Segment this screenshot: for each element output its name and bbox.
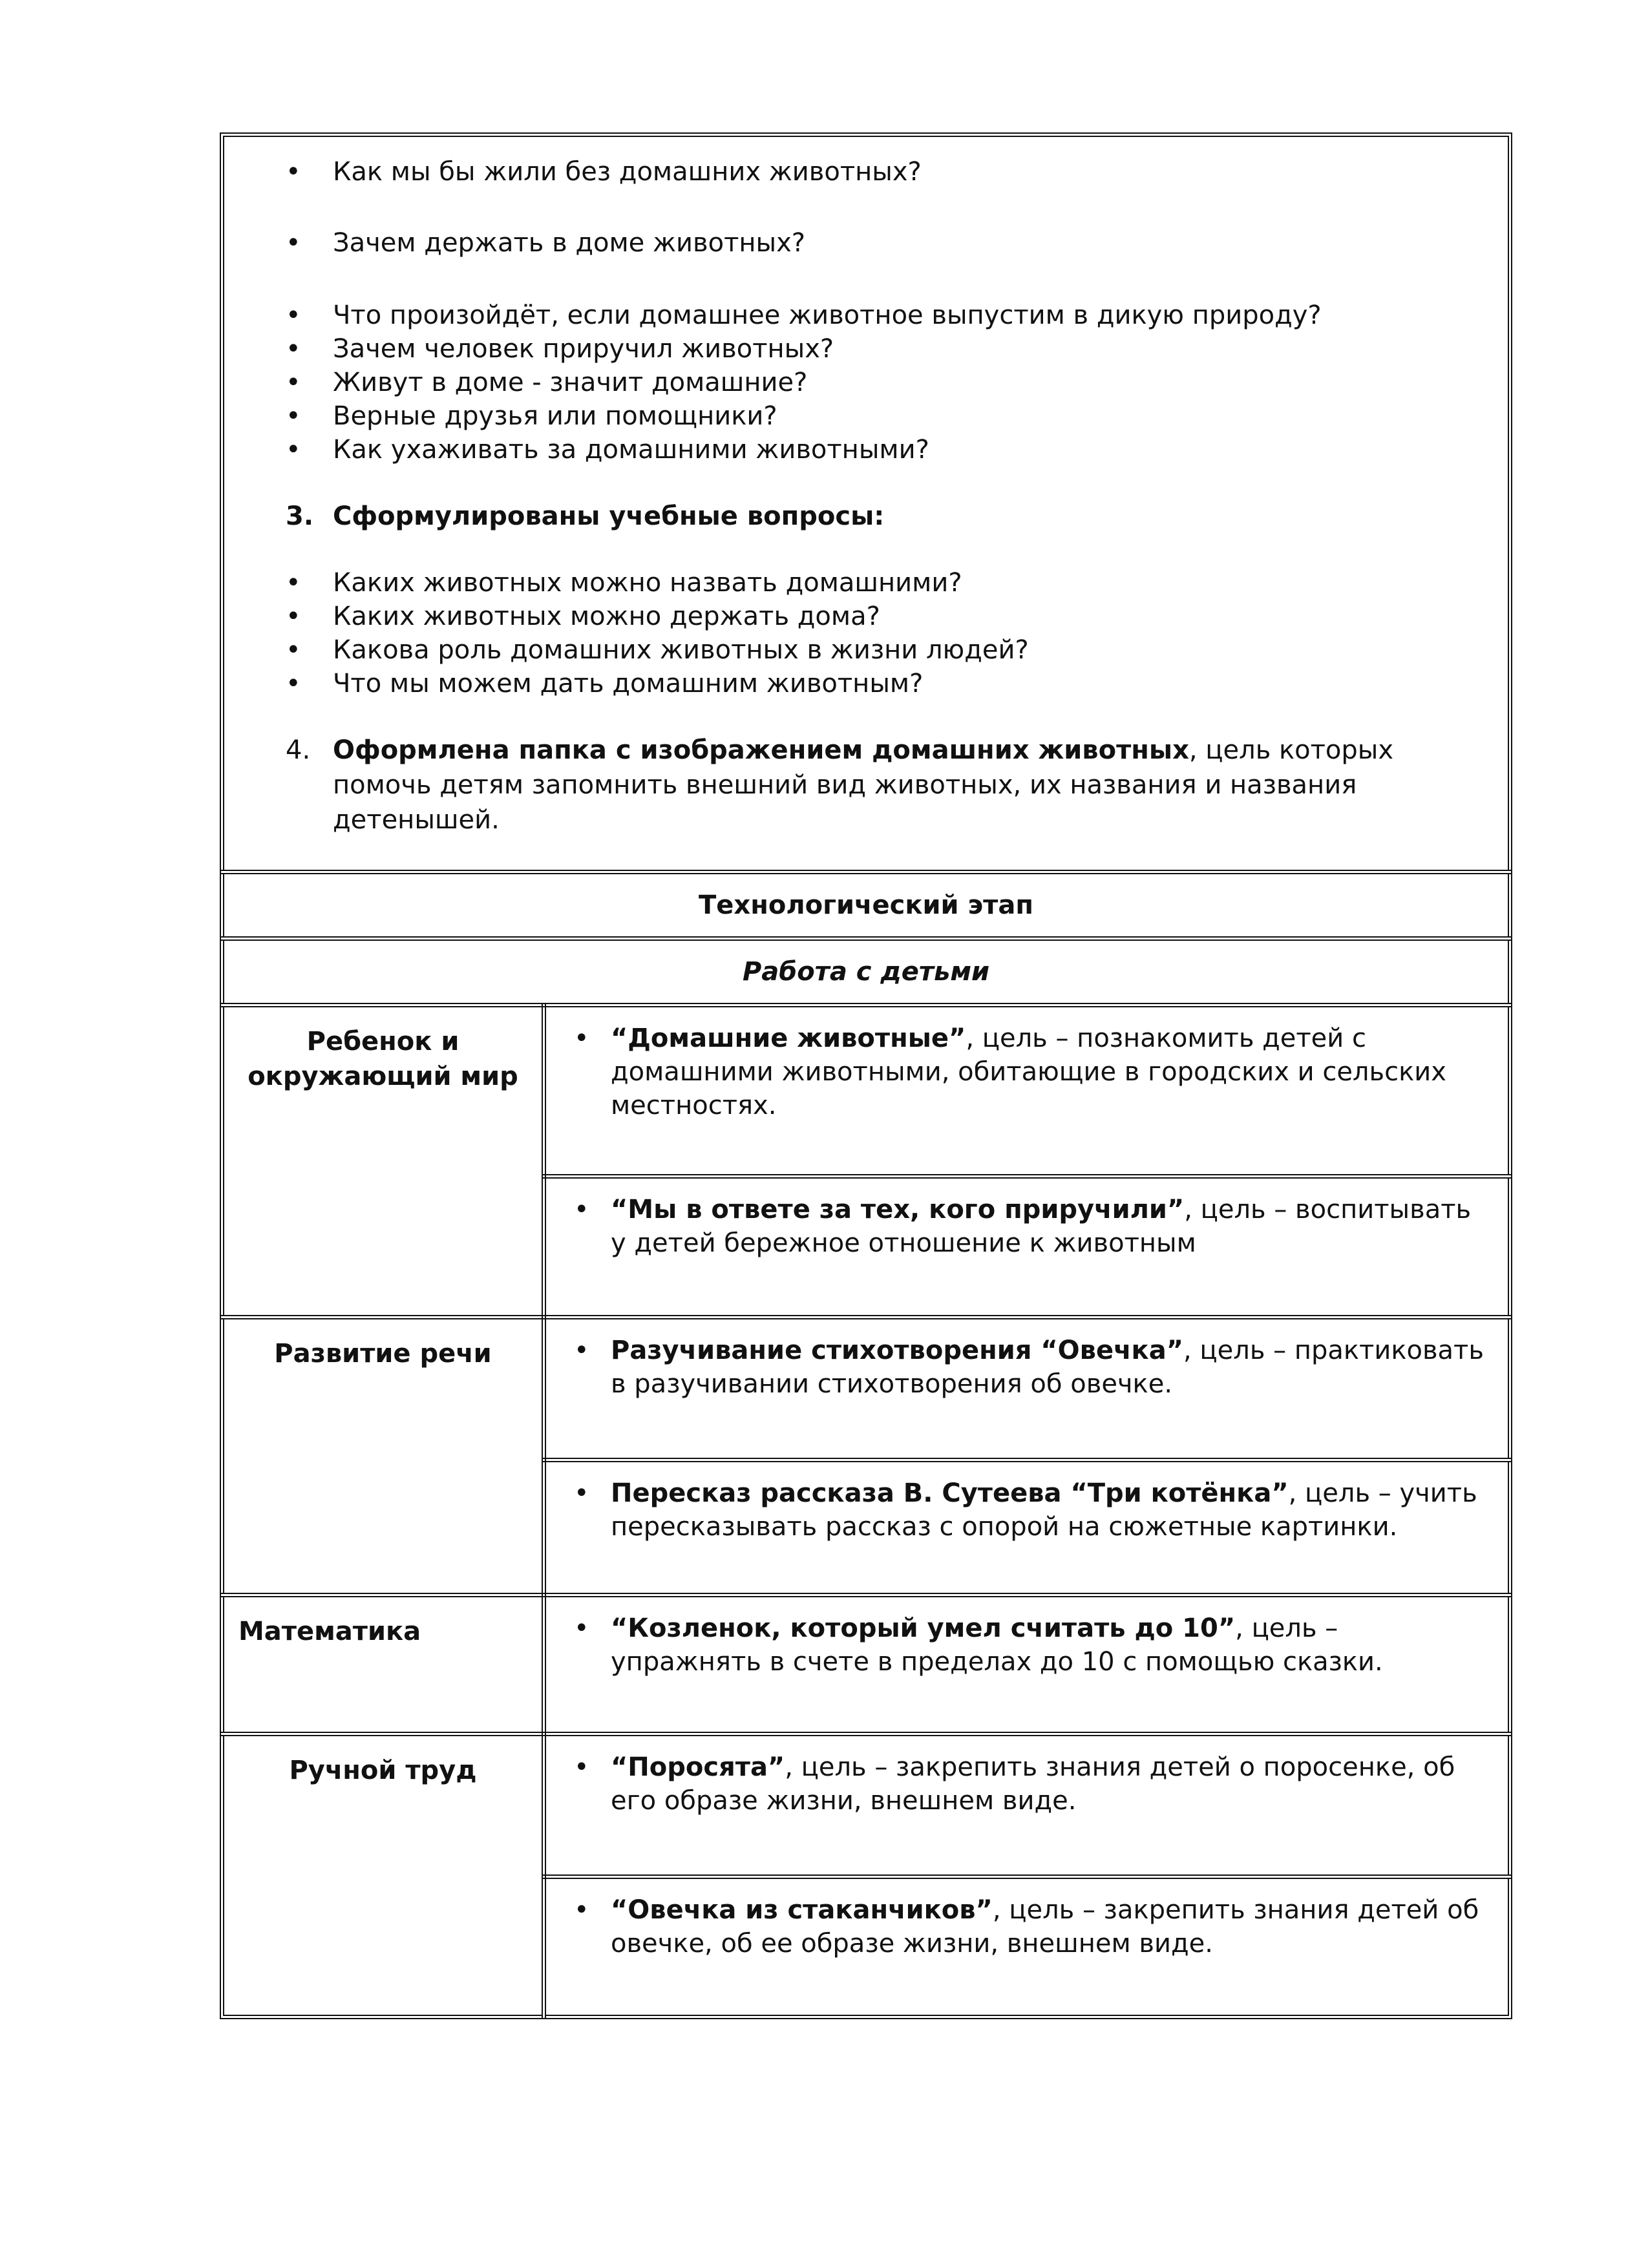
activity-goal: , цель – практиковать в разучивании стихотворения об овечке. bbox=[611, 1336, 1484, 1399]
stage-title: Технологический этап bbox=[220, 870, 1512, 941]
list-item: • Какова роль домашних животных в жизни людей? bbox=[286, 633, 1482, 667]
activities-cell bbox=[542, 1593, 1512, 1736]
list-item: • Что произойдёт, если домашнее животное выпустим в дикую природу? bbox=[286, 299, 1482, 332]
bullet-icon: • bbox=[574, 1195, 589, 1224]
study-questions-list bbox=[286, 566, 1482, 700]
list-item: • Каких животных можно назвать домашними? bbox=[286, 566, 1482, 600]
subject-cell: Математика bbox=[220, 1593, 546, 1736]
activity-item bbox=[542, 1874, 1512, 2019]
item-number: 3. bbox=[286, 501, 314, 531]
subject-cell: Ребенок и окружающий мир bbox=[220, 1003, 546, 1319]
activity-title: Пересказ рассказа В. Сутеева “Три котёнка” bbox=[611, 1478, 1289, 1508]
intro-section bbox=[220, 132, 1512, 874]
table-row bbox=[220, 1315, 1512, 1597]
bullet-icon: • bbox=[574, 1895, 589, 1925]
activity-item bbox=[542, 1174, 1512, 1319]
bullet-icon: • bbox=[574, 1752, 589, 1782]
item-title: Сформулированы учебные вопросы: bbox=[333, 501, 885, 531]
table-row bbox=[220, 1003, 1512, 1319]
activity-goal: , цель – познакомить детей с домашними животными, обитающие в городских и сельских местностях. bbox=[611, 1024, 1446, 1120]
activity-goal: , цель – учить пересказывать рассказ с опорой на сюжетные картинки. bbox=[611, 1478, 1477, 1542]
item-rest-text: , цель которых помочь детям запомнить внешний вид животных, их названия и названия детенышей. bbox=[333, 735, 1394, 835]
list-item: • Что мы можем дать домашним животным? bbox=[286, 667, 1482, 700]
item-bold-text: Оформлена папка с изображением домашних животных bbox=[333, 735, 1189, 765]
table-row bbox=[220, 1593, 1512, 1736]
activity-goal: , цель – закрепить знания детей об овечке, об ее образе жизни, внешнем виде. bbox=[611, 1895, 1479, 1958]
stage-subtitle: Работа с детьми bbox=[220, 936, 1512, 1007]
problem-questions-list-more bbox=[286, 299, 1482, 467]
activity-goal: , цель – упражнять в счете в пределах до 10 с помощью сказки. bbox=[611, 1613, 1383, 1677]
problem-questions-list bbox=[286, 155, 1482, 260]
activity-item bbox=[542, 1315, 1512, 1462]
list-item: • Верные друзья или помощники? bbox=[286, 399, 1482, 433]
bullet-icon: • bbox=[574, 1478, 589, 1508]
activity-goal: , цель – закрепить знания детей о поросенке, об его образе жизни, внешнем виде. bbox=[611, 1752, 1455, 1816]
item-number: 4. bbox=[286, 735, 311, 765]
activity-item bbox=[542, 1732, 1512, 1879]
activity-title: “Мы в ответе за тех, кого приручили” bbox=[611, 1195, 1185, 1224]
item-3-heading bbox=[286, 499, 1482, 534]
activity-item bbox=[542, 1458, 1512, 1597]
document-page bbox=[220, 132, 1512, 2019]
activities-cell bbox=[542, 1315, 1512, 1597]
activity-item bbox=[542, 1003, 1512, 1179]
activity-title: “Домашние животные” bbox=[611, 1024, 966, 1053]
bullet-icon: • bbox=[574, 1024, 589, 1053]
activity-title: Разучивание стихотворения “Овечка” bbox=[611, 1336, 1183, 1365]
activity-title: “Поросята” bbox=[611, 1752, 785, 1782]
activity-title: “Овечка из стаканчиков” bbox=[611, 1895, 993, 1925]
activity-title: “Козленок, который умел считать до 10” bbox=[611, 1613, 1236, 1643]
list-item: • Зачем держать в доме животных? bbox=[286, 226, 1482, 260]
table-row bbox=[220, 1732, 1512, 2019]
activity-item bbox=[542, 1593, 1512, 1736]
subject-cell: Развитие речи bbox=[220, 1315, 546, 1597]
list-item: • Живут в доме - значит домашние? bbox=[286, 366, 1482, 399]
item-4-paragraph bbox=[286, 733, 1482, 837]
list-item: • Как мы бы жили без домашних животных? bbox=[286, 155, 1482, 189]
bullet-icon: • bbox=[574, 1613, 589, 1643]
bullet-icon: • bbox=[574, 1336, 589, 1365]
activity-goal: , цель – воспитывать у детей бережное отношение к животным bbox=[611, 1195, 1472, 1258]
list-item: • Зачем человек приручил животных? bbox=[286, 332, 1482, 366]
list-item: • Как ухаживать за домашними животными? bbox=[286, 433, 1482, 467]
activities-cell bbox=[542, 1732, 1512, 2019]
subject-cell: Ручной труд bbox=[220, 1732, 546, 2019]
activities-cell bbox=[542, 1003, 1512, 1319]
list-item: • Каких животных можно держать дома? bbox=[286, 600, 1482, 633]
